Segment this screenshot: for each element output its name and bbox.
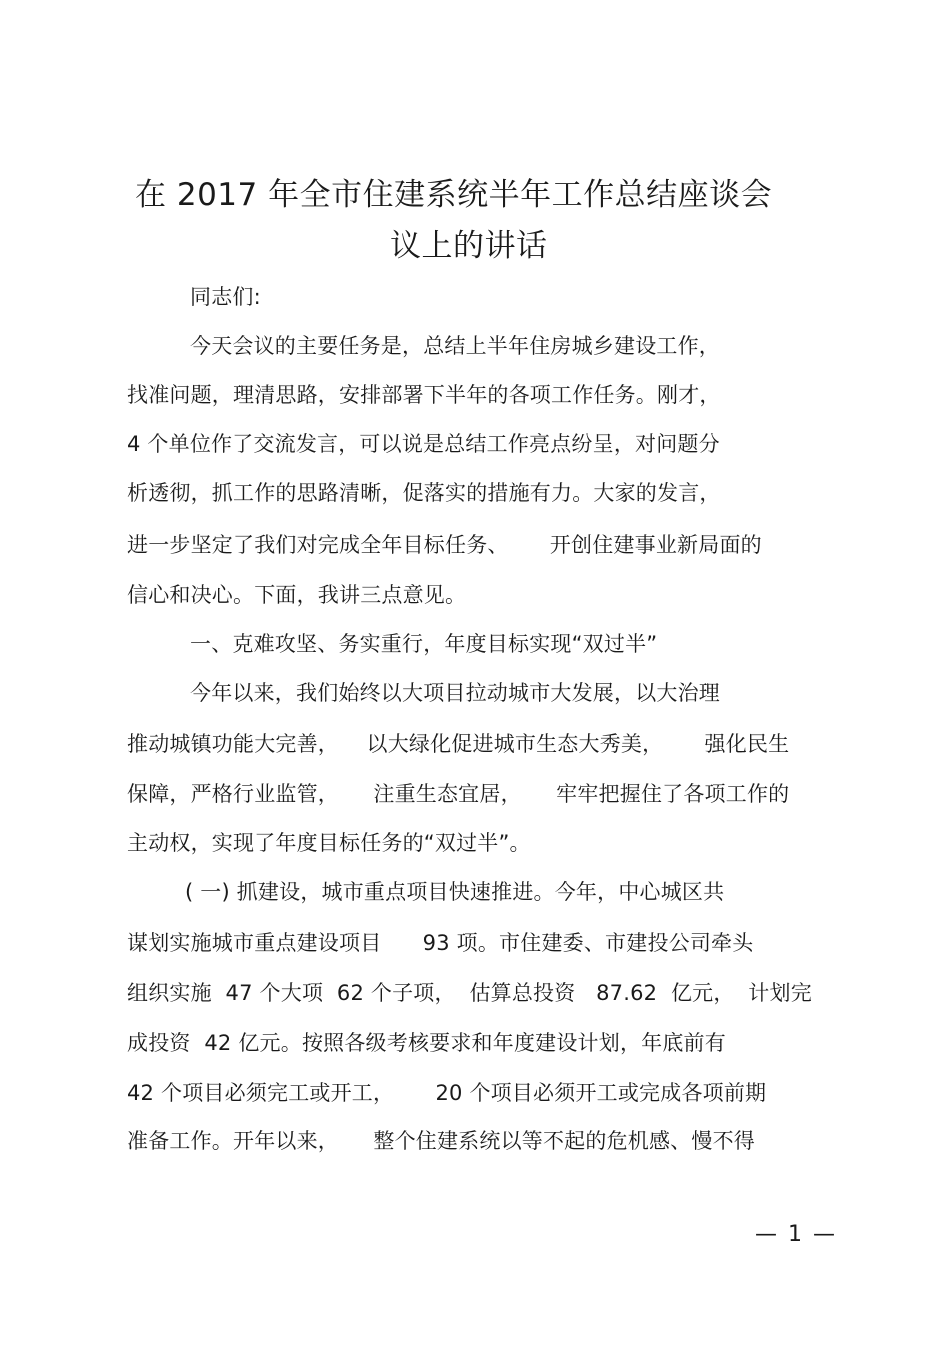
body-line: 推动城镇功能大完善， 以大绿化促进城市生态大秀美， 强化民生	[127, 732, 790, 756]
subsection-line: ( 一) 抓建设，城市重点项目快速推进。今年，中心城区共	[185, 880, 725, 904]
body-line: 找准问题，理清思路，安排部署下半年的各项工作任务。刚才，	[127, 383, 721, 407]
body-line: 今年以来，我们始终以大项目拉动城市大发展，以大治理	[190, 681, 720, 705]
body-line: 进一步坚定了我们对完成全年目标任务、 开创住建事业新局面的	[127, 533, 762, 557]
body-line: 4 个单位作了交流发言，可以说是总结工作亮点纷呈，对问题分	[127, 432, 720, 456]
body-line: 成投资 42 亿元。按照各级考核要求和年度建设计划，年底前有	[127, 1031, 726, 1055]
body-line: 信心和决心。下面，我讲三点意见。	[127, 583, 467, 607]
section-heading: 一、克难攻坚、务实重行，年度目标实现“双过半”	[190, 632, 658, 656]
salutation: 同志们:	[190, 285, 261, 309]
page-number: — 1 —	[755, 1222, 837, 1247]
body-line: 准备工作。开年以来， 整个住建系统以等不起的危机感、慢不得	[127, 1129, 755, 1153]
body-line: 今天会议的主要任务是，总结上半年住房城乡建设工作，	[190, 334, 720, 358]
body-line: 主动权，实现了年度目标任务的“双过半”。	[127, 831, 531, 855]
body-line: 保障，严格行业监管， 注重生态宜居， 牢牢把握住了各项工作的	[127, 782, 790, 806]
body-line: 组织实施 47 个大项 62 个子项， 估算总投资 87.62 亿元， 计划完	[127, 981, 812, 1005]
body-line: 析透彻，抓工作的思路清晰，促落实的措施有力。大家的发言，	[127, 481, 721, 505]
document-title-line-2: 议上的讲话	[390, 228, 548, 264]
body-line: 谋划实施城市重点建设项目 93 项。市住建委、市建投公司牵头	[127, 931, 754, 955]
document-title-line-1: 在 2017 年全市住建系统半年工作总结座谈会	[135, 177, 773, 213]
body-line: 42 个项目必须完工或开工， 20 个项目必须开工或完成各项前期	[127, 1081, 767, 1105]
